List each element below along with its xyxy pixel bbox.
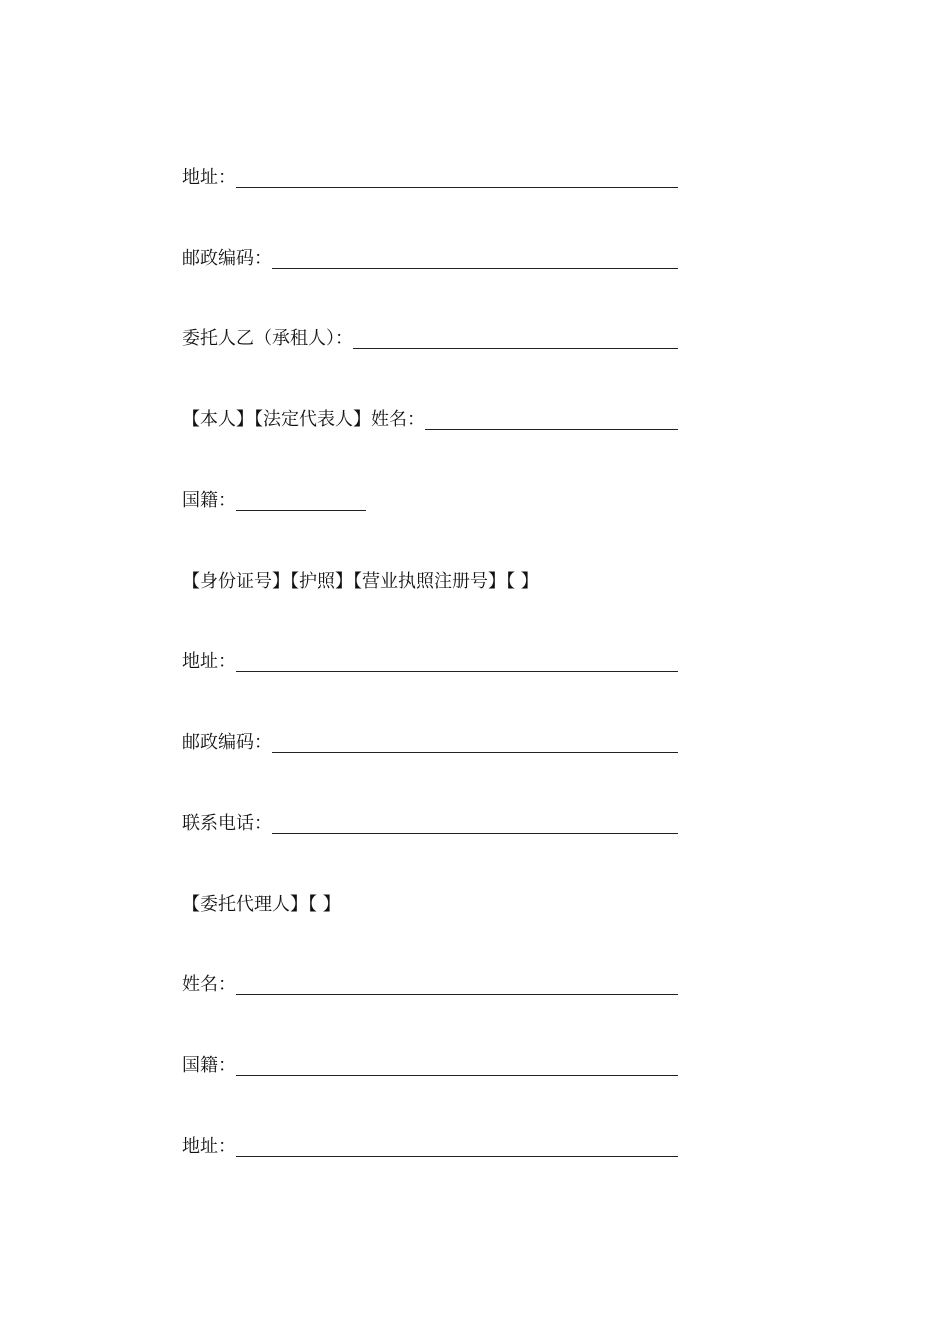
- agent-name-label: 姓名：: [182, 974, 236, 995]
- postal-code-row-2: [182, 731, 678, 755]
- agent-row: [182, 893, 341, 917]
- nationality-row: [182, 489, 366, 513]
- agent-nationality-blank[interactable]: [236, 1055, 678, 1076]
- phone-blank[interactable]: [272, 813, 678, 834]
- agent-name-blank[interactable]: [236, 974, 678, 995]
- address-blank[interactable]: [236, 167, 678, 188]
- representative-name-blank[interactable]: [425, 409, 678, 430]
- nationality-label: 国籍：: [182, 490, 236, 511]
- principal-b-row: [182, 327, 678, 351]
- agent-name-row: [182, 973, 678, 997]
- id-type-label: 【身份证号】【护照】【营业执照注册号】【 】: [182, 571, 539, 592]
- postal-code-label-2: 邮政编码：: [182, 732, 272, 753]
- principal-b-blank[interactable]: [353, 328, 678, 349]
- representative-name-row: [182, 408, 678, 432]
- phone-label: 联系电话：: [182, 813, 272, 834]
- id-type-row: [182, 570, 539, 594]
- agent-address-blank[interactable]: [236, 1136, 678, 1157]
- postal-code-blank[interactable]: [272, 248, 678, 269]
- phone-row: [182, 812, 678, 836]
- address-label-2: 地址：: [182, 651, 236, 672]
- agent-label: 【委托代理人】【 】: [182, 894, 341, 915]
- agent-nationality-label: 国籍：: [182, 1055, 236, 1076]
- address-row-2: [182, 650, 678, 674]
- postal-code-label: 邮政编码：: [182, 248, 272, 269]
- postal-code-row: [182, 247, 678, 271]
- nationality-blank[interactable]: [236, 490, 366, 511]
- address-row: [182, 166, 678, 190]
- address-blank-2[interactable]: [236, 651, 678, 672]
- address-label: 地址：: [182, 167, 236, 188]
- representative-name-label: 【本人】【法定代表人】姓名：: [182, 409, 425, 430]
- agent-address-label: 地址：: [182, 1136, 236, 1157]
- postal-code-blank-2[interactable]: [272, 732, 678, 753]
- agent-nationality-row: [182, 1054, 678, 1078]
- agent-address-row: [182, 1135, 678, 1159]
- principal-b-label: 委托人乙（承租人）：: [182, 328, 353, 349]
